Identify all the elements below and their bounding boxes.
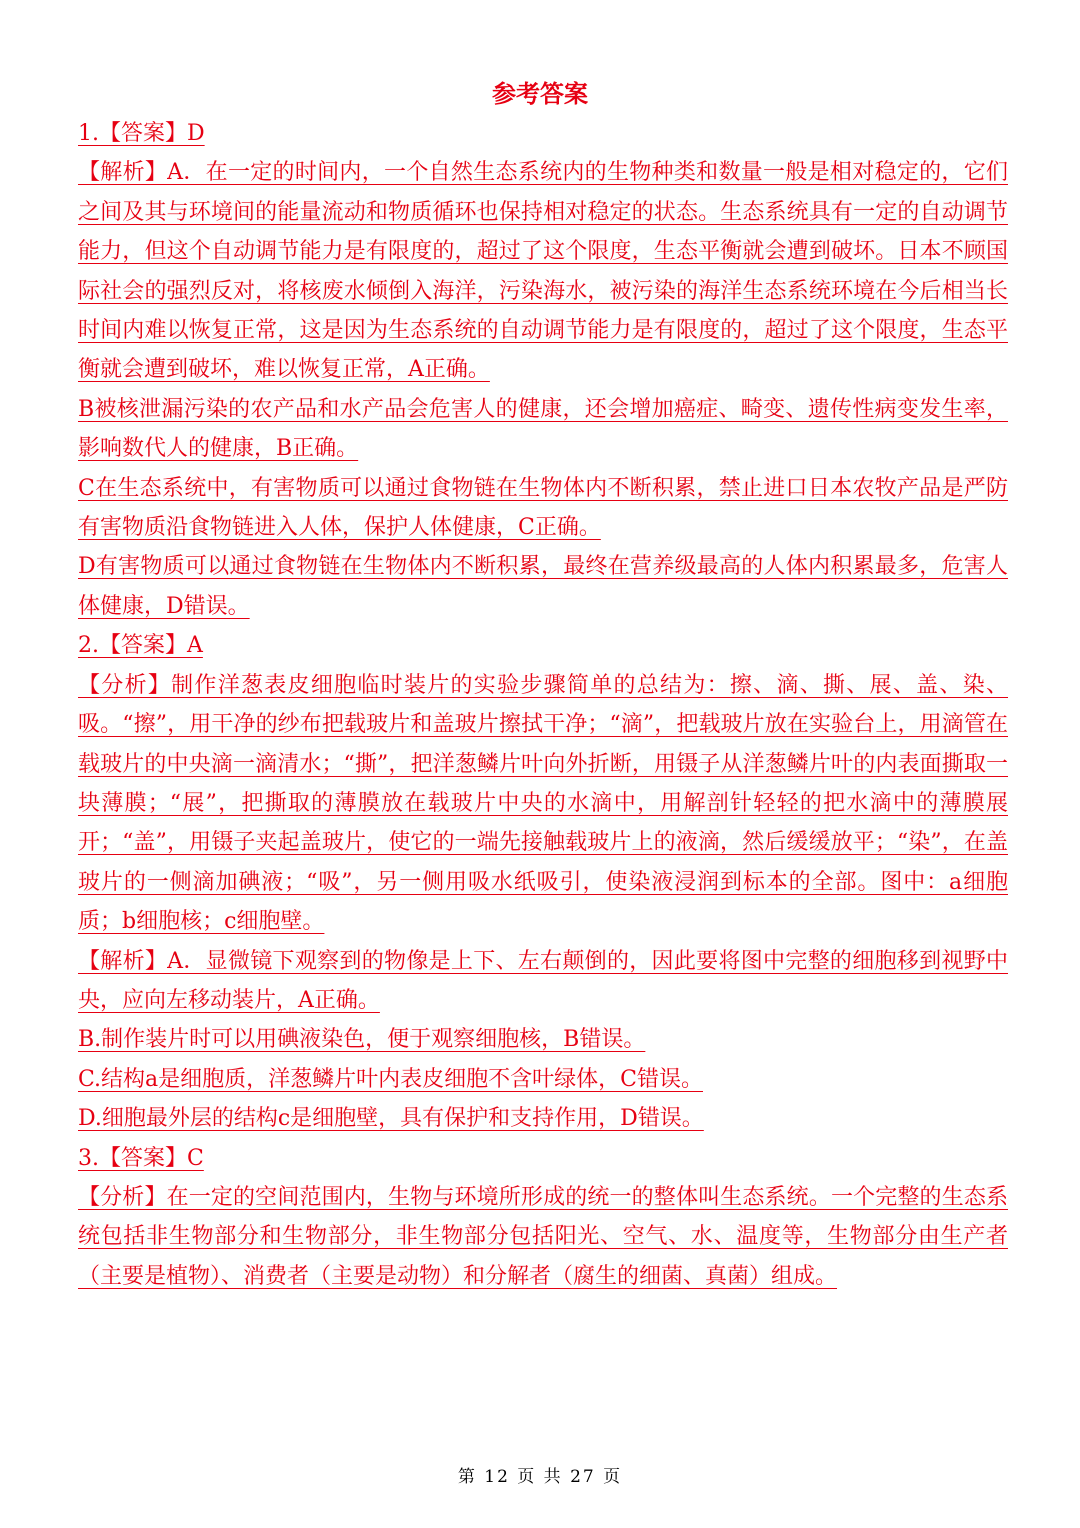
answer-1-heading	[78, 114, 1008, 153]
paragraph-text: 【解析】A．在一定的时间内，一个自然生态系统内的生物种类和数量一般是相对稳定的，它们之间及其与环境间的能量流动和物质循环也保持相对稳定的状态。生态系统具有一定的自动调节能力，但这个自动调节能力是有限度的，超过了这个限度，生态平衡就会遭到破坏。日本不顾国际社会的强烈反对，将核废水倾倒入海洋，污染海水，被污染的海洋生态系统环境在今后相当长时间内难以恢复正常，这是因为生态系统的自动调节能力是有限度的，超过了这个限度，生态平衡就会遭到破坏，难以恢复正常，A正确。	[78, 160, 1008, 383]
answer-3-analysis	[78, 1178, 1008, 1296]
paragraph-text: 1.【答案】D	[78, 121, 205, 146]
paragraph-text: C在生态系统中，有害物质可以通过食物链在生物体内不断积累，禁止进口日本农牧产品是严防有害物质沿食物链进入人体，保护人体健康，C正确。	[78, 475, 1008, 541]
paragraph-text: 3.【答案】C	[78, 1145, 204, 1171]
paragraph-text: 【解析】A．显微镜下观察到的物像是上下、左右颠倒的，因此要将图中完整的细胞移到视野中央，应向左移动装片，A正确。	[78, 948, 1008, 1013]
answer-2-heading	[78, 626, 1008, 665]
answer-2-explanation-c	[78, 1060, 1008, 1099]
answer-3-heading	[78, 1139, 1008, 1178]
answer-2-explanation-d	[78, 1099, 1008, 1138]
paragraph-text: B.制作装片时可以用碘液染色，便于观察细胞核，B错误。	[78, 1027, 646, 1053]
paragraph-text: 【分析】制作洋葱表皮细胞临时装片的实验步骤简单的总结为：擦、滴、撕、展、盖、染、吸。“擦”，用干净的纱布把载玻片和盖玻片擦拭干净；“滴”，把载玻片放在实验台上，用滴管在载玻片的中央滴一滴清水；“撕”，把洋葱鳞片叶向外折断，用镊子从洋葱鳞片叶的内表面撕取一块薄膜；“展”，把撕取的薄膜放在载玻片中央的水滴中，用解剖针轻轻的把水滴中的薄膜展开；“盖”，用镊子夹起盖玻片，使它的一端先接触载玻片上的液滴，然后缓缓放平；“染”，在盖玻片的一侧滴加碘液；“吸”，另一侧用吸水纸吸引，使染液浸润到标本的全部。图中：a细胞质；b细胞核；c细胞壁。	[78, 672, 1008, 935]
answer-1-analysis-a	[78, 153, 1008, 389]
paragraph-text: B被核泄漏污染的农产品和水产品会危害人的健康，还会增加癌症、畸变、遗传性病变发生率，影响数代人的健康，B正确。	[78, 396, 1008, 462]
answer-1-analysis-b	[78, 390, 1008, 469]
paragraph-text: 2.【答案】A	[78, 633, 203, 659]
paragraph-text: 【分析】在一定的空间范围内，生物与环境所形成的统一的整体叫生态系统。一个完整的生态系统包括非生物部分和生物部分，非生物部分包括阳光、空气、水、温度等，生物部分由生产者（主要是植物）、消费者（主要是动物）和分解者（腐生的细菌、真菌）组成。	[78, 1184, 1008, 1289]
page-title: 参考答案	[492, 80, 588, 108]
answer-2-explanation-b	[78, 1020, 1008, 1059]
paragraph-text: C.结构a是细胞质，洋葱鳞片叶内表皮细胞不含叶绿体，C错误。	[78, 1066, 703, 1092]
answer-2-analysis	[78, 666, 1008, 942]
answer-1-analysis-c	[78, 469, 1008, 548]
answer-2-explanation-a	[78, 942, 1008, 1021]
page-footer: 第 12 页 共 27 页	[457, 1467, 623, 1487]
answer-content	[78, 114, 1008, 1296]
paragraph-text: D有害物质可以通过食物链在生物体内不断积累，最终在营养级最高的人体内积累最多，危害人体健康，D错误。	[78, 554, 1008, 619]
paragraph-text: D.细胞最外层的结构c是细胞壁，具有保护和支持作用，D错误。	[78, 1106, 704, 1132]
answer-1-analysis-d	[78, 547, 1008, 626]
